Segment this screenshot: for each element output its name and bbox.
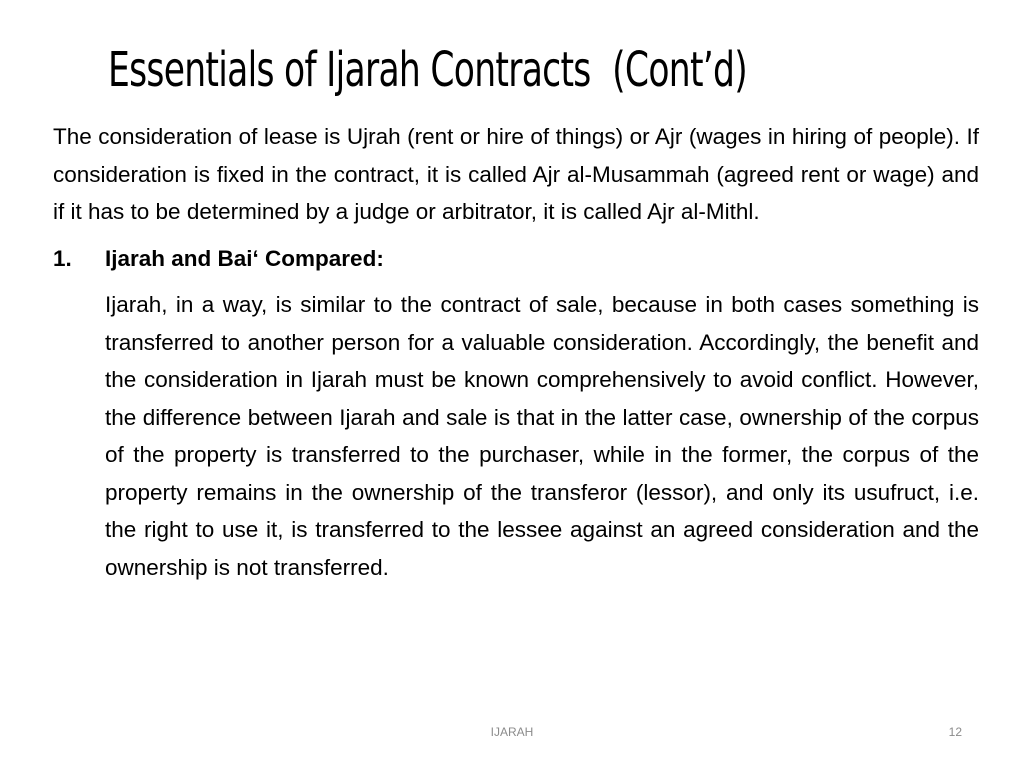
slide-title — [108, 40, 747, 100]
list-heading: Ijarah and Bai‘ Compared: — [105, 245, 384, 271]
intro-paragraph: The consideration of lease is Ujrah (rent or hire of things) or Ajr (wages in hiring of people). If consideration is fixed in the contract, it is called Ajr al-Musammah (agreed rent or wage) and if it has to be determined by a judge or arbitrator, it is called Ajr al-Mithl. — [53, 124, 979, 224]
footer-label: IJARAH — [490, 725, 534, 739]
title-main: Essentials of Ijarah Contracts — [108, 42, 591, 98]
slide-body — [53, 118, 979, 586]
list-number: 1. — [53, 245, 72, 271]
list-item — [53, 240, 979, 587]
list-paragraph: Ijarah, in a way, is similar to the contract of sale, because in both cases something is transferred to another person for a valuable consideration. Accordingly, the benefit and the consideration in Ijarah must be known comprehensively to avoid conflict. However, the difference between Ijarah and sale is that in the latter case, ownership of the corpus of the property is transferred to the purchaser, while in the former, the corpus of the property remains in the ownership of the transferor (lessor), and only its usufruct, i.e. the right to use it, is transferred to the lessee against an agreed consideration and the ownership is not transferred. — [105, 292, 979, 580]
page-number: 12 — [948, 725, 962, 739]
title-suffix: (Cont’d) — [612, 42, 748, 98]
